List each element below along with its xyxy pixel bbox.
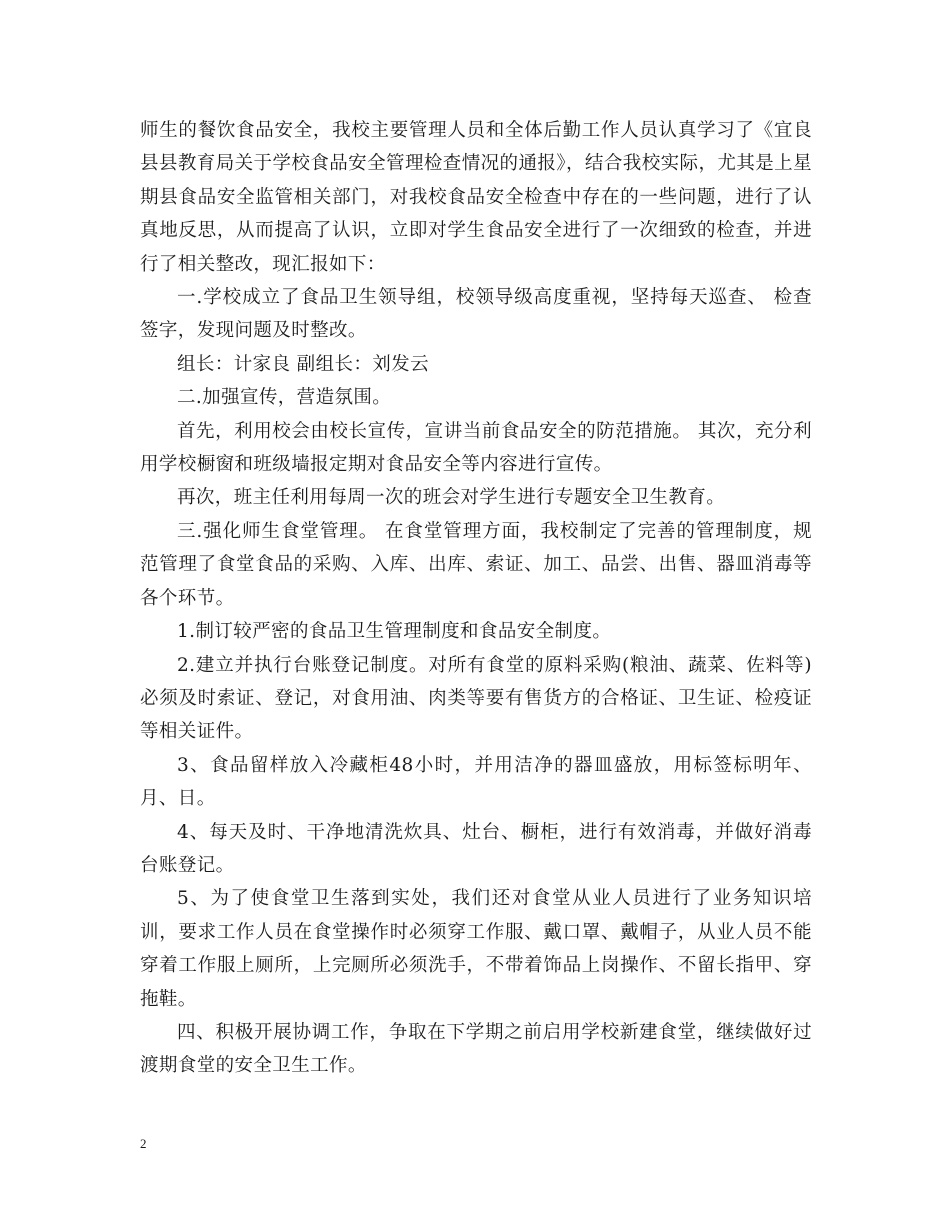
paragraph-section-1: 一.学校成立了食品卫生领导组，校领导级高度重视，坚持每天巡查、 检查签字，发现问题及时整改。 — [140, 287, 812, 342]
paragraph-team-leaders: 组长：计家良 副组长：刘发云 — [177, 353, 429, 375]
document-body — [140, 114, 812, 1083]
paragraph-section-2: 二.加强宣传，营造氛围。 — [177, 387, 392, 409]
paragraph-publicity-first: 首先，利用校会由校长宣传，宣讲当前食品安全的防范措施。 其次，充分利用学校橱窗和班级墙报定期对食品安全等内容进行宣传。 — [140, 420, 812, 476]
paragraph-intro: 师生的餐饮食品安全，我校主要管理人员和全体后勤工作人员认真学习了《宜良县县教育局关于学校食品安全管理检查情况的通报》，结合我校实际，尤其是上星期县食品安全监管相关部门，对我校食品安全检查中存在的一些问题，进行了认真地反思，从而提高了认识，立即对学生食品安全进行了一次细致的检查，并进行了相关整改，现汇报如下： — [140, 120, 812, 275]
paragraph-item-3: 3、食品留样放入冷藏柜48小时，并用洁净的器皿盛放，用标签标明年、月、日。 — [140, 754, 812, 810]
page-number: 2 — [140, 1136, 147, 1151]
paragraph-publicity-second: 再次，班主任利用每周一次的班会对学生进行专题安全卫生教育。 — [177, 487, 726, 509]
paragraph-item-5: 5、为了使食堂卫生落到实处，我们还对食堂从业人员进行了业务知识培训，要求工作人员在食堂操作时必须穿工作服、戴口罩、戴帽子，从业人员不能穿着工作服上厕所，上完厕所必须洗手，不带着饰品上岗操作、不留长指甲、穿拖鞋。 — [140, 888, 812, 1010]
paragraph-section-3: 三.强化师生食堂管理。 在食堂管理方面，我校制定了完善的管理制度，规范管理了食堂食品的采购、入库、出库、索证、加工、品尝、出售、器皿消毒等各个环节。 — [140, 520, 812, 609]
paragraph-item-4: 4、每天及时、干净地清洗炊具、灶台、橱柜，进行有效消毒，并做好消毒台账登记。 — [140, 821, 812, 876]
paragraph-item-1: 1.制订较严密的食品卫生管理制度和食品安全制度。 — [177, 621, 612, 643]
paragraph-section-4: 四、积极开展协调工作，争取在下学期之前启用学校新建食堂，继续做好过渡期食堂的安全卫生工作。 — [140, 1021, 812, 1077]
paragraph-item-2: 2.建立并执行台账登记制度。对所有食堂的原料采购(粮油、蔬菜、佐料等)必须及时索证、登记，对食用油、肉类等要有售货方的合格证、卫生证、检疫证等相关证件。 — [140, 654, 812, 743]
